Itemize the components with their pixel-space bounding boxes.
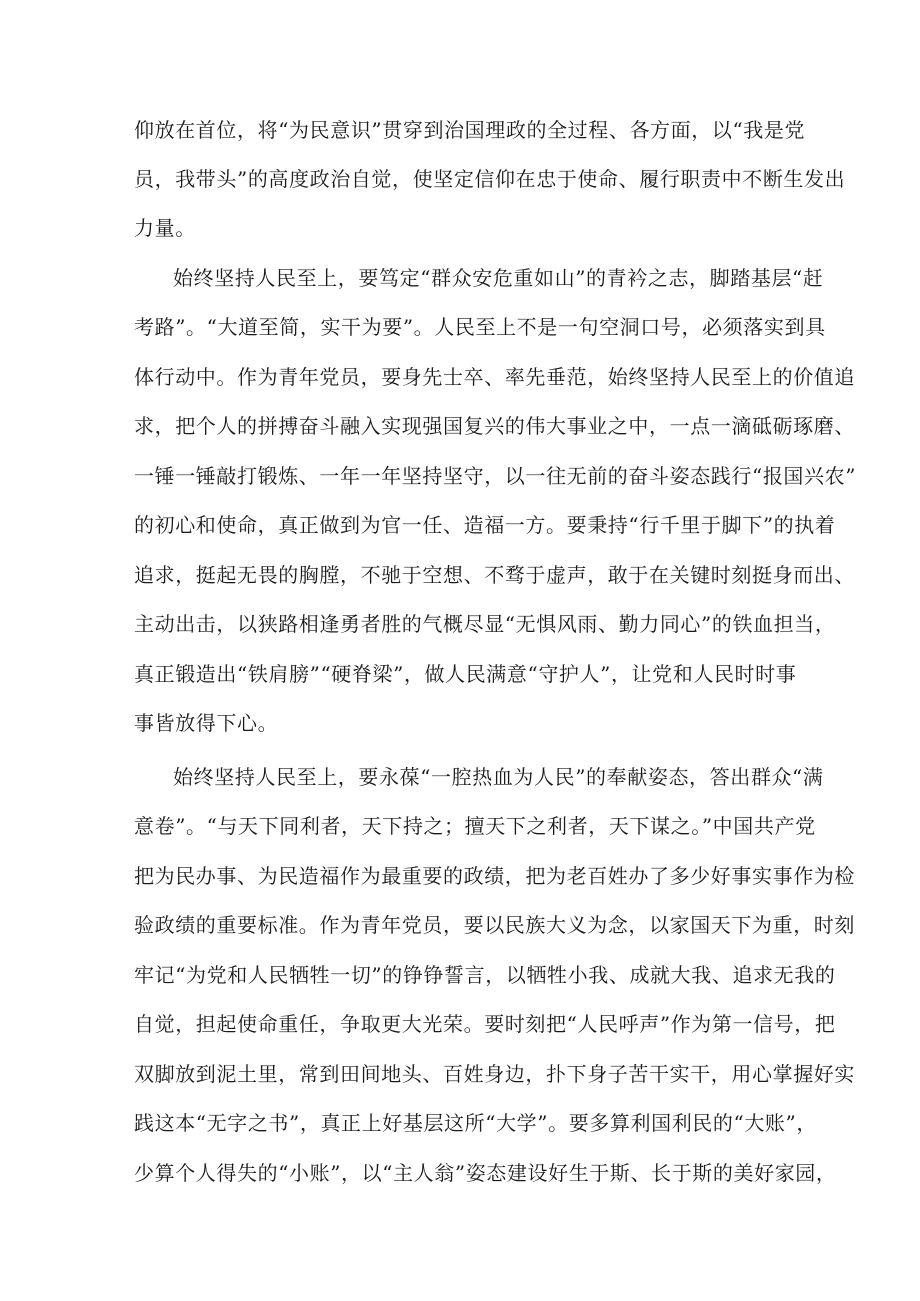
text-line: 始终坚持人民至上，要永葆“一腔热血为人民”的奉献姿态，答出群众“满 [173, 765, 824, 789]
text-line: 的初心和使命，真正做到为官一任、造福一方。要秉持“行千里于脚下”的执着 [134, 513, 836, 537]
text-line: 自觉，担起使命重任，争取更大光荣。要时刻把“人民呼声”作为第一信号，把 [134, 1012, 836, 1036]
text-line: 真正锻造出“铁肩膀”“硬脊梁”，做人民满意“守护人”，让党和人民时时事 [134, 662, 797, 686]
text-line: 始终坚持人民至上，要笃定“群众安危重如山”的青衿之志，脚踏基层“赶 [173, 266, 824, 290]
text-line: 少算个人得失的“小账”，以“主人翁”姿态建设好生于斯、长于斯的美好家园， [134, 1161, 837, 1185]
text-line: 事皆放得下心。 [134, 711, 279, 735]
text-line: 仰放在首位，将“为民意识”贯穿到治国理政的全过程、各方面，以“我是党 [134, 118, 806, 142]
text-line: 追求，挺起无畏的胸膛，不驰于空想、不骛于虚声，敢于在关键时刻挺身而出、 [134, 563, 855, 587]
text-line: 意卷”。“与天下同利者，天下持之；擅天下之利者，天下谋之。”中国共产党 [134, 814, 816, 838]
text-line: 把为民办事、为民造福作为最重要的政绩，把为老百姓办了多少好事实事作为检 [134, 864, 855, 888]
text-line: 求，把个人的拼搏奋斗融入实现强国复兴的伟大事业之中，一点一滴砥砺琢磨、 [134, 414, 855, 438]
text-line: 双脚放到泥土里，常到田间地头、百姓身边，扑下身子苦干实干，用心掌握好实 [134, 1062, 855, 1086]
text-line: 验政绩的重要标准。作为青年党员，要以民族大义为念，以家国天下为重，时刻 [134, 913, 855, 937]
text-line: 主动出击，以狭路相逢勇者胜的气概尽显“无惧风雨、勤力同心”的铁血担当， [134, 612, 836, 636]
text-line: 体行动中。作为青年党员，要身先士卒、率先垂范，始终坚持人民至上的价值追 [134, 365, 855, 389]
text-line: 一锤一锤敲打锻炼、一年一年坚持坚守，以一往无前的奋斗姿态践行“报国兴农” [134, 464, 857, 488]
text-line: 员，我带头”的高度政治自觉，使坚定信仰在忠于使命、履行职责中不断生发出 [134, 167, 846, 191]
text-line: 牢记“为党和人民牺牲一切”的铮铮誓言，以牺牲小我、成就大我、追求无我的 [134, 963, 836, 987]
text-line: 践这本“无字之书”，真正上好基层这所“大学”。要多算利国利民的“大账”， [134, 1111, 817, 1135]
text-line: 力量。 [134, 216, 196, 240]
text-line: 考路”。“大道至简，实干为要”。人民至上不是一句空洞口号，必须落实到具 [134, 315, 826, 339]
